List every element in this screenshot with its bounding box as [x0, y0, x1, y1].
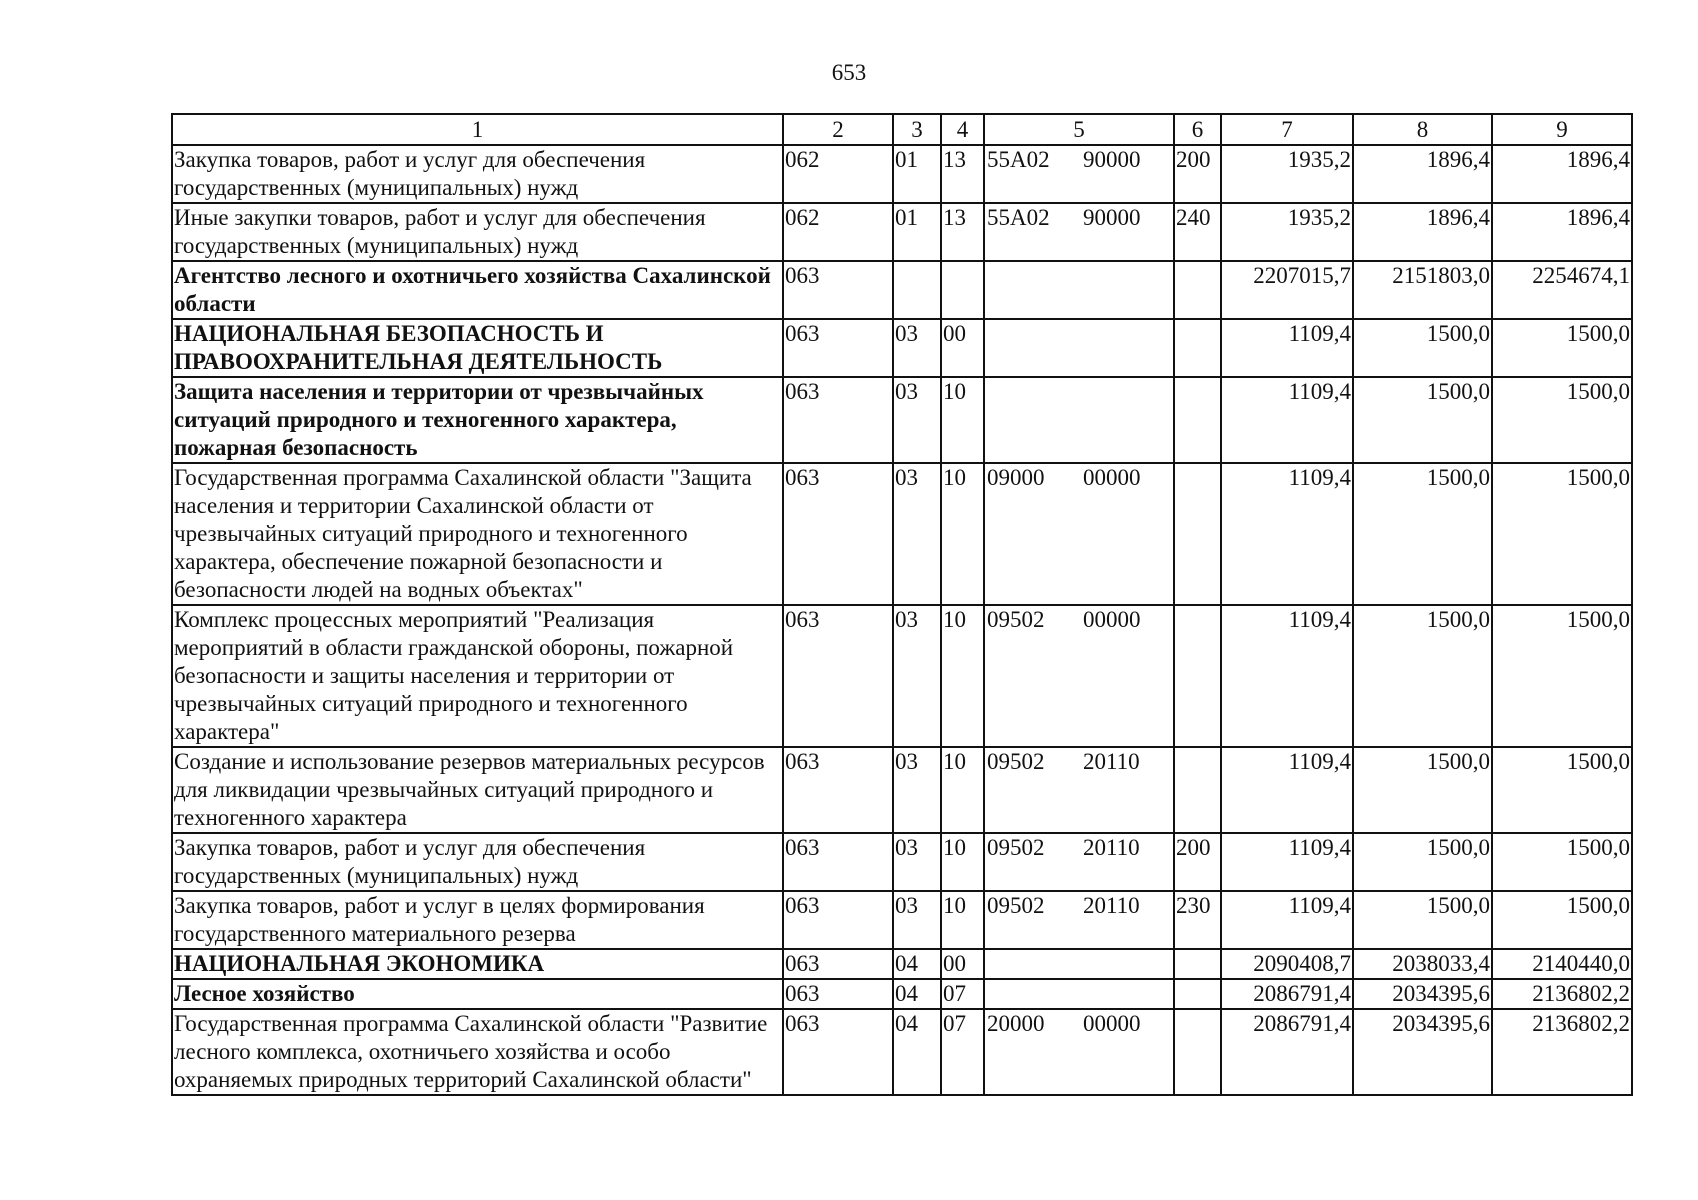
header-row	[172, 114, 1632, 145]
table-row	[172, 463, 1632, 605]
row-code-5	[984, 377, 1174, 463]
row-value-9: 2136802,2	[1492, 979, 1632, 1009]
table-row	[172, 891, 1632, 949]
row-code-5-direction: 20110	[1083, 835, 1140, 860]
row-code-5	[984, 261, 1174, 319]
row-code-4: 07	[941, 1009, 984, 1095]
table-row	[172, 261, 1632, 319]
row-code-3: 01	[893, 203, 941, 261]
row-code-3: 03	[893, 463, 941, 605]
row-code-5	[984, 463, 1174, 605]
row-code-2: 063	[783, 377, 893, 463]
table-row	[172, 833, 1632, 891]
row-code-2: 063	[783, 319, 893, 377]
row-code-3: 03	[893, 747, 941, 833]
row-value-8: 1500,0	[1353, 463, 1492, 605]
row-code-6: 200	[1174, 145, 1221, 203]
row-code-5-direction: 20110	[1083, 893, 1140, 918]
column-header: 2	[783, 114, 893, 145]
row-code-6	[1174, 747, 1221, 833]
row-code-5-program: 55А02	[987, 147, 1050, 172]
row-code-6	[1174, 319, 1221, 377]
row-value-9: 1500,0	[1492, 833, 1632, 891]
row-code-5-direction: 00000	[1083, 1011, 1141, 1036]
row-code-3: 03	[893, 833, 941, 891]
row-name: НАЦИОНАЛЬНАЯ ЭКОНОМИКА	[172, 949, 783, 979]
row-code-5	[984, 145, 1174, 203]
table-body	[172, 145, 1632, 1095]
row-code-5	[984, 319, 1174, 377]
row-code-5-program: 55А02	[987, 205, 1050, 230]
table-row	[172, 1009, 1632, 1095]
row-value-9: 1500,0	[1492, 747, 1632, 833]
row-value-8: 1500,0	[1353, 833, 1492, 891]
row-name: Государственная программа Сахалинской области "Развитие лесного комплекса, охотничьего хозяйства и особо охраняемых природных территорий Сахалинской области"	[172, 1009, 783, 1095]
row-value-8: 1500,0	[1353, 891, 1492, 949]
row-value-9: 1500,0	[1492, 377, 1632, 463]
row-code-5-direction: 00000	[1083, 465, 1141, 490]
row-name: Иные закупки товаров, работ и услуг для обеспечения государственных (муниципальных) нужд	[172, 203, 783, 261]
row-code-5	[984, 747, 1174, 833]
row-value-9: 1500,0	[1492, 891, 1632, 949]
row-code-4: 10	[941, 377, 984, 463]
row-code-4	[941, 261, 984, 319]
row-code-3: 04	[893, 979, 941, 1009]
row-code-6: 230	[1174, 891, 1221, 949]
row-name: НАЦИОНАЛЬНАЯ БЕЗОПАСНОСТЬ И ПРАВООХРАНИТЕЛЬНАЯ ДЕЯТЕЛЬНОСТЬ	[172, 319, 783, 377]
row-code-3: 03	[893, 605, 941, 747]
row-name: Государственная программа Сахалинской области "Защита населения и территории Сахалинской области от чрезвычайных ситуаций природного и техногенного характера, обеспечение пожарной безопасности и безопасности людей на водных объектах"	[172, 463, 783, 605]
column-header: 5	[984, 114, 1174, 145]
row-code-6: 240	[1174, 203, 1221, 261]
row-value-9: 1500,0	[1492, 605, 1632, 747]
table-row	[172, 949, 1632, 979]
row-code-4: 10	[941, 891, 984, 949]
row-value-9: 1500,0	[1492, 319, 1632, 377]
row-code-5	[984, 833, 1174, 891]
row-value-7: 1109,4	[1221, 377, 1353, 463]
row-code-5	[984, 979, 1174, 1009]
row-code-5	[984, 949, 1174, 979]
page-number: 653	[831, 60, 867, 85]
row-value-8: 2034395,6	[1353, 979, 1492, 1009]
row-value-8: 1500,0	[1353, 747, 1492, 833]
row-name: Лесное хозяйство	[172, 979, 783, 1009]
row-code-4: 10	[941, 605, 984, 747]
row-value-7: 1109,4	[1221, 891, 1353, 949]
row-code-5-direction: 90000	[1083, 205, 1141, 230]
table-row	[172, 377, 1632, 463]
row-code-6	[1174, 1009, 1221, 1095]
row-code-2: 063	[783, 463, 893, 605]
column-header: 1	[172, 114, 783, 145]
row-value-9: 1896,4	[1492, 203, 1632, 261]
row-code-5-program: 09502	[987, 835, 1045, 860]
column-header: 6	[1174, 114, 1221, 145]
table-row	[172, 979, 1632, 1009]
row-code-5	[984, 891, 1174, 949]
row-code-2: 063	[783, 261, 893, 319]
row-value-8: 2038033,4	[1353, 949, 1492, 979]
row-code-3	[893, 261, 941, 319]
row-code-6	[1174, 605, 1221, 747]
row-code-5	[984, 203, 1174, 261]
row-name: Закупка товаров, работ и услуг для обеспечения государственных (муниципальных) нужд	[172, 145, 783, 203]
row-name: Комплекс процессных мероприятий "Реализация мероприятий в области гражданской обороны, пожарной безопасности и защиты населения и территории от чрезвычайных ситуаций природного и техногенного характера"	[172, 605, 783, 747]
row-code-3: 03	[893, 891, 941, 949]
row-code-2: 063	[783, 891, 893, 949]
row-code-3: 04	[893, 1009, 941, 1095]
table-row	[172, 145, 1632, 203]
row-code-5	[984, 1009, 1174, 1095]
row-code-5-program: 20000	[987, 1011, 1045, 1036]
row-value-7: 1109,4	[1221, 319, 1353, 377]
row-code-2: 063	[783, 949, 893, 979]
row-code-4: 10	[941, 747, 984, 833]
column-header: 4	[941, 114, 984, 145]
row-code-4: 00	[941, 319, 984, 377]
column-header: 7	[1221, 114, 1353, 145]
row-code-6	[1174, 261, 1221, 319]
row-code-2: 063	[783, 605, 893, 747]
row-value-8: 1896,4	[1353, 145, 1492, 203]
row-code-4: 13	[941, 203, 984, 261]
row-value-7: 2086791,4	[1221, 979, 1353, 1009]
row-code-2: 063	[783, 979, 893, 1009]
row-value-7: 2086791,4	[1221, 1009, 1353, 1095]
row-name: Защита населения и территории от чрезвычайных ситуаций природного и техногенного характера, пожарная безопасность	[172, 377, 783, 463]
row-code-3: 04	[893, 949, 941, 979]
row-code-6	[1174, 979, 1221, 1009]
row-code-2: 063	[783, 1009, 893, 1095]
row-value-7: 1109,4	[1221, 605, 1353, 747]
row-value-9: 1500,0	[1492, 463, 1632, 605]
row-value-7: 1935,2	[1221, 145, 1353, 203]
row-value-9: 1896,4	[1492, 145, 1632, 203]
budget-table	[171, 113, 1633, 1096]
table-row	[172, 605, 1632, 747]
column-header: 9	[1492, 114, 1632, 145]
row-value-7: 1109,4	[1221, 747, 1353, 833]
row-value-8: 2151803,0	[1353, 261, 1492, 319]
row-code-5-direction: 00000	[1083, 607, 1141, 632]
row-code-3: 03	[893, 319, 941, 377]
row-name: Создание и использование резервов материальных ресурсов для ликвидации чрезвычайных ситуаций природного и техногенного характера	[172, 747, 783, 833]
row-value-7: 1109,4	[1221, 833, 1353, 891]
row-code-5-program: 09502	[987, 893, 1045, 918]
row-code-4: 13	[941, 145, 984, 203]
row-value-7: 1109,4	[1221, 463, 1353, 605]
row-code-2: 063	[783, 833, 893, 891]
row-value-8: 1500,0	[1353, 605, 1492, 747]
row-code-4: 10	[941, 833, 984, 891]
column-header: 3	[893, 114, 941, 145]
row-code-3: 01	[893, 145, 941, 203]
row-code-6	[1174, 377, 1221, 463]
row-name: Закупка товаров, работ и услуг в целях формирования государственного материального резерва	[172, 891, 783, 949]
table-row	[172, 319, 1632, 377]
row-name: Закупка товаров, работ и услуг для обеспечения государственных (муниципальных) нужд	[172, 833, 783, 891]
row-value-8: 1500,0	[1353, 319, 1492, 377]
row-code-2: 062	[783, 203, 893, 261]
row-code-3: 03	[893, 377, 941, 463]
row-value-8: 1896,4	[1353, 203, 1492, 261]
row-value-7: 1935,2	[1221, 203, 1353, 261]
row-code-6	[1174, 463, 1221, 605]
row-value-7: 2207015,7	[1221, 261, 1353, 319]
row-code-4: 10	[941, 463, 984, 605]
table-row	[172, 747, 1632, 833]
row-code-4: 07	[941, 979, 984, 1009]
table-row	[172, 203, 1632, 261]
row-code-5-program: 09502	[987, 607, 1045, 632]
row-code-6: 200	[1174, 833, 1221, 891]
row-code-6	[1174, 949, 1221, 979]
row-value-9: 2254674,1	[1492, 261, 1632, 319]
row-value-7: 2090408,7	[1221, 949, 1353, 979]
row-value-9: 2140440,0	[1492, 949, 1632, 979]
row-code-2: 063	[783, 747, 893, 833]
row-code-2: 062	[783, 145, 893, 203]
row-value-9: 2136802,2	[1492, 1009, 1632, 1095]
row-value-8: 2034395,6	[1353, 1009, 1492, 1095]
column-header: 8	[1353, 114, 1492, 145]
row-code-5-direction: 90000	[1083, 147, 1141, 172]
row-code-5-program: 09000	[987, 465, 1045, 490]
row-code-5-program: 09502	[987, 749, 1045, 774]
row-code-4: 00	[941, 949, 984, 979]
row-name: Агентство лесного и охотничьего хозяйства Сахалинской области	[172, 261, 783, 319]
row-code-5	[984, 605, 1174, 747]
row-code-5-direction: 20110	[1083, 749, 1140, 774]
row-value-8: 1500,0	[1353, 377, 1492, 463]
